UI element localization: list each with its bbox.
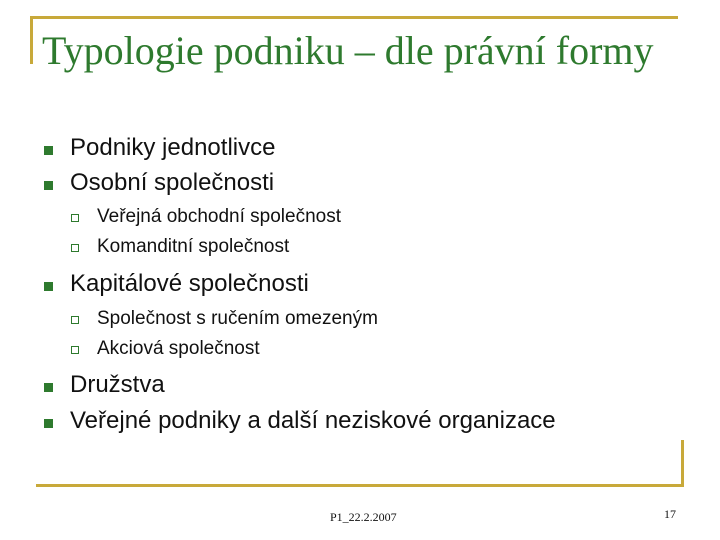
square-bullet-icon <box>44 181 53 190</box>
hollow-square-bullet-icon <box>71 316 79 324</box>
square-bullet-icon <box>44 419 53 428</box>
frame-top-line <box>30 16 678 19</box>
list-item-text: Společnost s ručením omezeným <box>97 308 378 329</box>
hollow-square-bullet-icon <box>71 346 79 354</box>
hollow-square-bullet-icon <box>71 214 79 222</box>
list-item-text: Osobní společnosti <box>70 169 275 196</box>
slide-title: Typologie podniku – dle právní formy <box>42 28 654 73</box>
square-bullet-icon <box>44 282 53 291</box>
list-item-text: Komanditní společnost <box>97 236 290 257</box>
list-item-text: Veřejné podniky a další neziskové organizace <box>70 407 556 434</box>
frame-right-line <box>681 440 684 487</box>
frame-bottom-line <box>36 484 684 487</box>
square-bullet-icon <box>44 383 53 392</box>
frame-left-line <box>30 16 33 64</box>
list-item-text: Kapitálové společnosti <box>70 270 309 297</box>
list-item-text: Družstva <box>70 371 165 398</box>
square-bullet-icon <box>44 146 53 155</box>
list-item-text: Akciová společnost <box>97 338 260 359</box>
hollow-square-bullet-icon <box>71 244 79 252</box>
list-item-text: Podniky jednotlivce <box>70 134 276 161</box>
footer-text: P1_22.2.2007 <box>330 510 397 524</box>
page-number: 17 <box>664 507 676 521</box>
list-item-text: Veřejná obchodní společnost <box>97 206 342 227</box>
